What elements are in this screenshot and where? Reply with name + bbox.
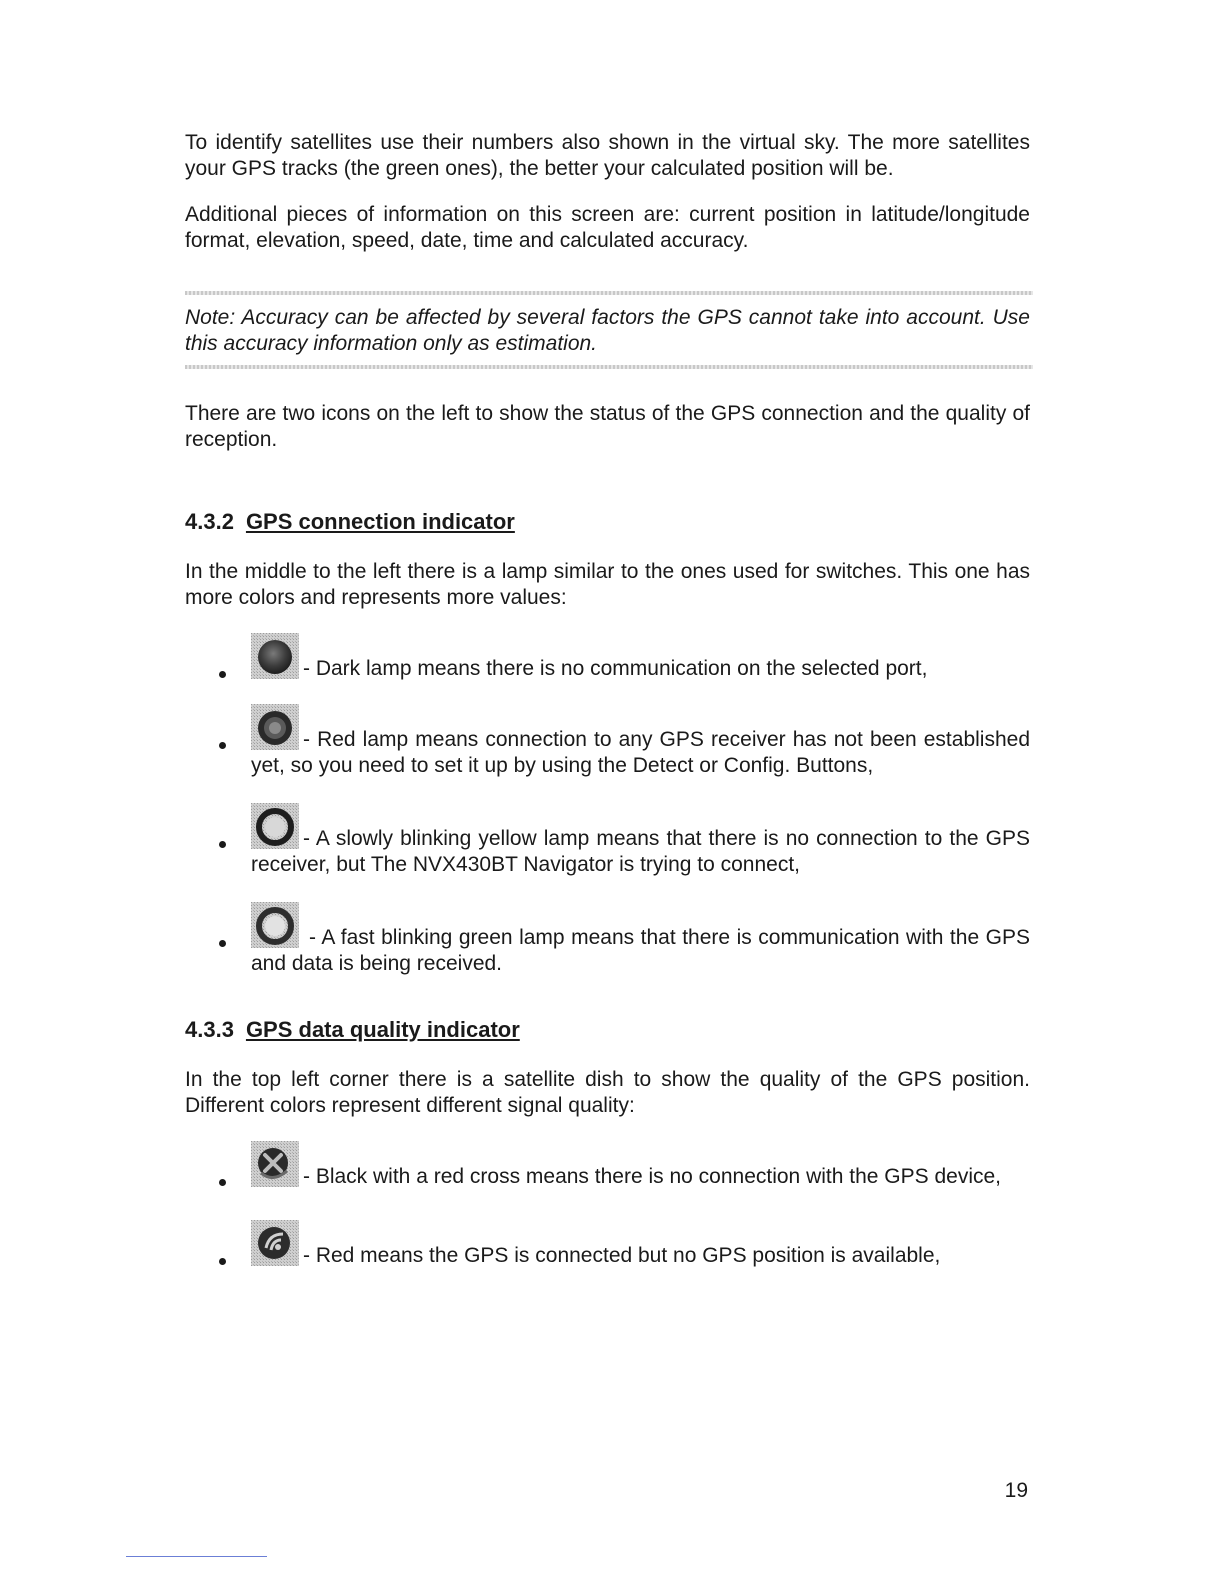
list-item <box>185 1141 1030 1190</box>
page-content <box>185 130 1030 1291</box>
bullet <box>219 1179 226 1186</box>
note-bottom-rule <box>185 365 1033 369</box>
dish-description: - Red means the GPS is connected but no GPS position is available, <box>303 1244 941 1267</box>
paragraph-satellites: To identify satellites use their numbers also shown in the virtual sky. The more satellites your GPS tracks (the green ones), the better your calculated position will be. <box>185 131 1030 180</box>
bullet <box>219 742 226 749</box>
bullet <box>219 841 226 848</box>
note-top-rule <box>185 291 1033 295</box>
section-intro-connection: In the middle to the left there is a lamp similar to the ones used for switches. This one has more colors and represents more values: <box>185 560 1030 609</box>
dish-description: - Black with a red cross means there is no connection with the GPS device, <box>303 1165 1001 1188</box>
paragraph-status-icons: There are two icons on the left to show the status of the GPS connection and the quality of reception. <box>185 402 1030 451</box>
dish-red-icon <box>251 1220 299 1266</box>
page-number: 19 <box>1004 1479 1028 1502</box>
note-text: Note: Accuracy can be affected by several factors the GPS cannot take into account. Use this accuracy information only as estimation. <box>185 306 1030 355</box>
section-heading-connection-indicator <box>185 509 1030 535</box>
bullet <box>219 671 226 678</box>
section-data-quality <box>185 1017 1030 1269</box>
bullet <box>219 940 226 947</box>
section-heading-data-quality <box>185 1017 1030 1043</box>
connection-lamp-list <box>185 633 1030 977</box>
lamp-description: - A slowly blinking yellow lamp means that there is no connection to the GPS receiver, but The NVX430BT Navigator is trying to connect, <box>251 827 1030 876</box>
section-number: 4.3.2 <box>185 509 234 534</box>
bullet <box>219 1258 226 1265</box>
green-lamp-icon <box>251 902 299 948</box>
list-item <box>185 803 1030 878</box>
section-number: 4.3.3 <box>185 1017 234 1042</box>
section-intro-quality: In the top left corner there is a satellite dish to show the quality of the GPS position. Different colors represent different signal quality: <box>185 1068 1030 1117</box>
red-lamp-icon <box>251 704 299 750</box>
section-title: GPS data quality indicator <box>245 1017 520 1042</box>
list-item <box>185 902 1030 977</box>
list-item <box>185 1220 1030 1269</box>
note-box <box>185 277 1030 383</box>
list-item <box>185 633 1030 682</box>
yellow-lamp-icon <box>251 803 299 849</box>
section-title: GPS connection indicator <box>245 509 515 534</box>
dark-lamp-icon <box>251 633 299 679</box>
lamp-description: - A fast blinking green lamp means that there is communication with the GPS and data is being received. <box>251 926 1030 975</box>
dish-quality-list <box>185 1141 1030 1269</box>
footer-rule <box>126 1556 267 1557</box>
lamp-description: - Red lamp means connection to any GPS receiver has not been established yet, so you need to set it up by using the Detect or Config. Buttons, <box>251 728 1030 777</box>
list-item <box>185 704 1030 779</box>
dish-red-cross-icon <box>251 1141 299 1187</box>
paragraph-additional-info: Additional pieces of information on this screen are: current position in latitude/longitude format, elevation, speed, date, time and calculated accuracy. <box>185 203 1030 252</box>
lamp-description: - Dark lamp means there is no communication on the selected port, <box>303 657 928 680</box>
